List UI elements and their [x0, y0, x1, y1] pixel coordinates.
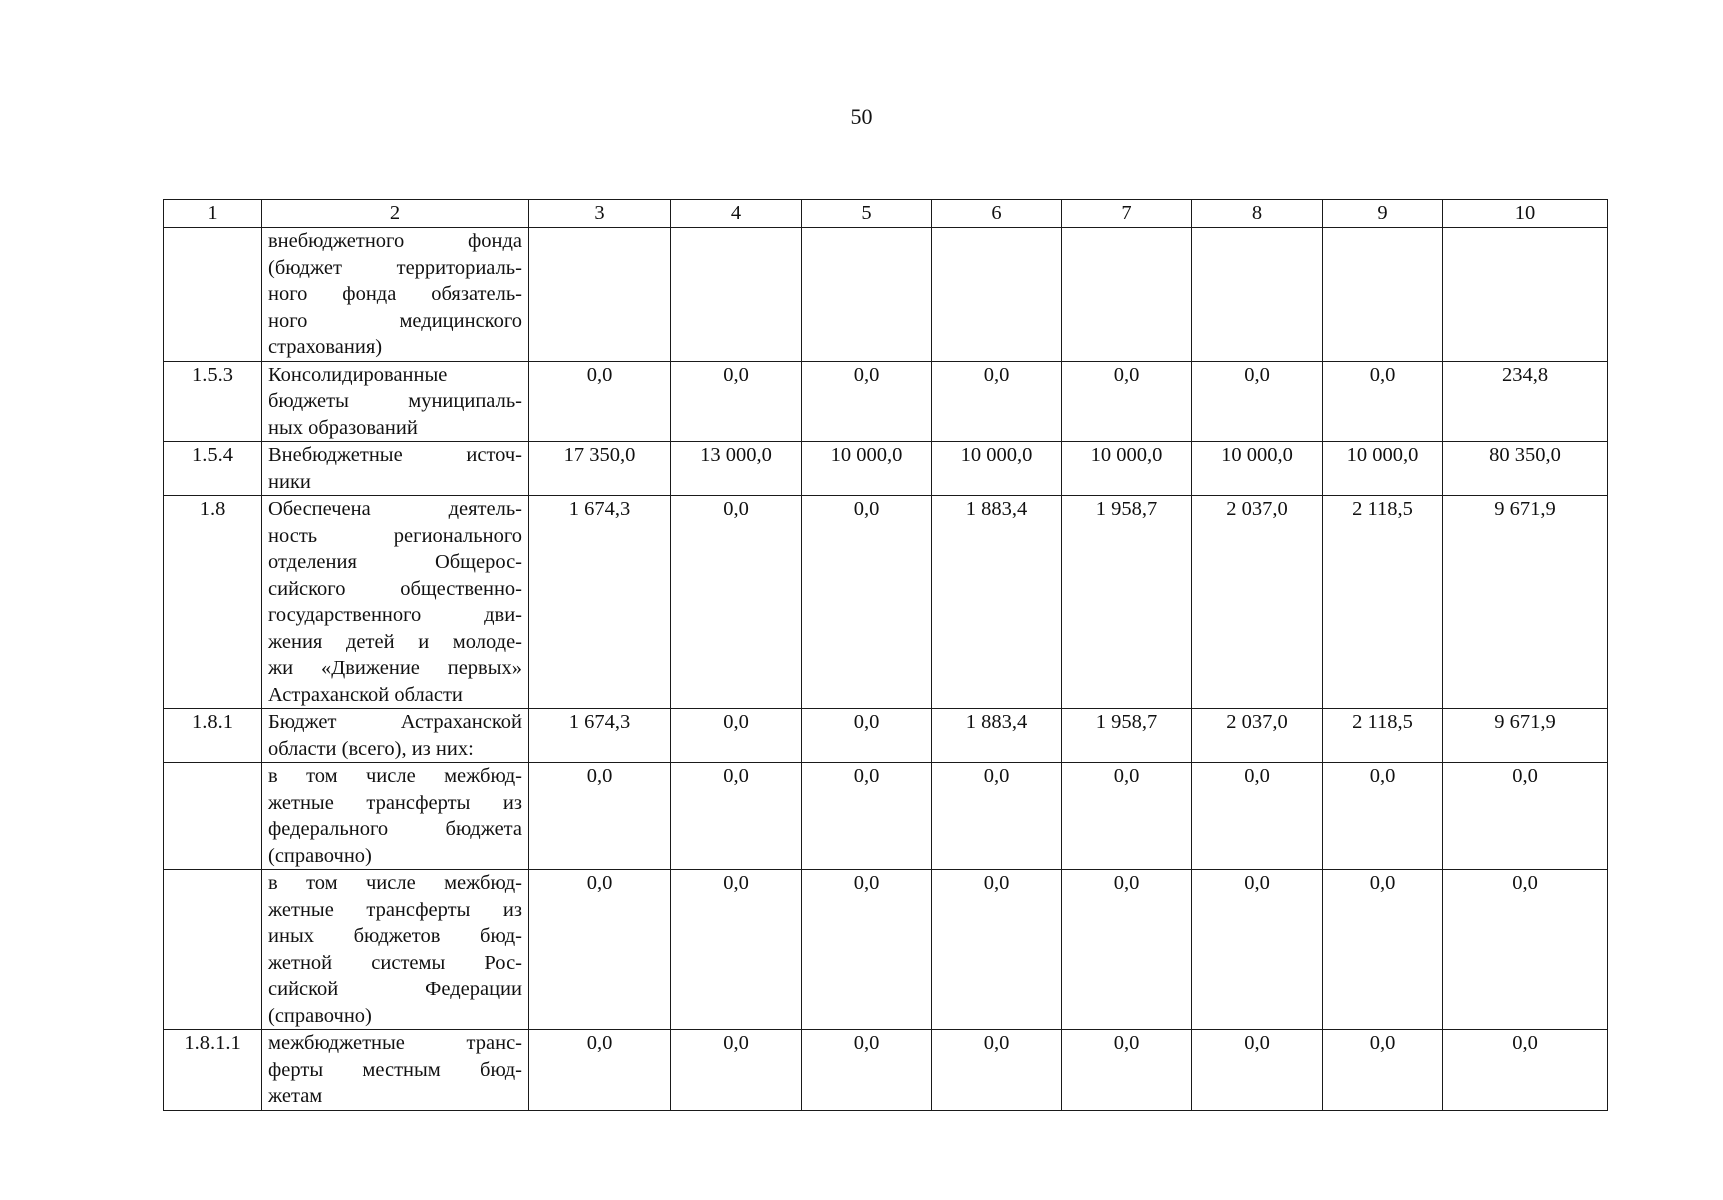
value-cell-col-6: 0,0 [932, 870, 1062, 1030]
value-cell-col-5 [802, 228, 932, 362]
description-line: ферты местным бюд- [268, 1058, 522, 1081]
column-header-10: 10 [1443, 200, 1608, 228]
description-line: Внебюджетные источ- [268, 444, 522, 466]
value-cell-col-5: 0,0 [802, 361, 932, 442]
value-cell-col-3: 0,0 [529, 361, 671, 442]
value-cell-col-8: 0,0 [1192, 870, 1323, 1030]
value-cell-col-7: 10 000,0 [1062, 442, 1192, 496]
value-cell-col-6: 10 000,0 [932, 442, 1062, 496]
value-cell-col-10: 234,8 [1443, 361, 1608, 442]
description-line: федерального бюджета [268, 818, 522, 840]
value-cell-col-5: 0,0 [802, 870, 932, 1030]
table-row [164, 763, 1608, 870]
value-cell-col-6: 0,0 [932, 1030, 1062, 1111]
value-cell-col-10: 9 671,9 [1443, 709, 1608, 763]
value-cell-col-8: 2 037,0 [1192, 496, 1323, 709]
value-cell-col-8: 0,0 [1192, 361, 1323, 442]
value-cell-col-9: 0,0 [1323, 763, 1443, 870]
column-header-1: 1 [164, 200, 262, 228]
row-description [262, 228, 529, 362]
description-line: иных бюджетов бюд- [268, 925, 522, 947]
row-description [262, 763, 529, 870]
description-line: жетные трансферты из [268, 791, 522, 814]
value-cell-col-8 [1192, 228, 1323, 362]
description-line: (бюджет территориаль- [268, 256, 522, 279]
value-cell-col-3: 0,0 [529, 870, 671, 1030]
row-description [262, 496, 529, 709]
value-cell-col-8: 2 037,0 [1192, 709, 1323, 763]
value-cell-col-9: 0,0 [1323, 870, 1443, 1030]
page-number: 50 [850, 104, 873, 129]
column-header-5: 5 [802, 200, 932, 228]
budget-table [163, 199, 1608, 1111]
description-line: (справочно) [268, 844, 372, 867]
column-header-6: 6 [932, 200, 1062, 228]
value-cell-col-3: 0,0 [529, 763, 671, 870]
value-cell-col-10: 9 671,9 [1443, 496, 1608, 709]
value-cell-col-7: 0,0 [1062, 870, 1192, 1030]
value-cell-col-9: 10 000,0 [1323, 442, 1443, 496]
value-cell-col-7: 0,0 [1062, 763, 1192, 870]
description-line: ного медицинского [268, 309, 522, 332]
column-header-7: 7 [1062, 200, 1192, 228]
value-cell-col-5: 0,0 [802, 1030, 932, 1111]
value-cell-col-6: 1 883,4 [932, 709, 1062, 763]
row-code: 1.8 [164, 496, 262, 709]
description-line: жетам [268, 1085, 323, 1107]
value-cell-col-4 [671, 228, 802, 362]
row-code: 1.5.3 [164, 361, 262, 442]
description-line: области (всего), из них: [268, 737, 474, 760]
description-line: в том числе межбюд- [268, 765, 522, 787]
row-description [262, 1030, 529, 1111]
value-cell-col-10: 80 350,0 [1443, 442, 1608, 496]
value-cell-col-9: 2 118,5 [1323, 709, 1443, 763]
table-row [164, 1030, 1608, 1111]
description-line: межбюджетные транс- [268, 1032, 522, 1054]
value-cell-col-4: 0,0 [671, 709, 802, 763]
value-cell-col-7: 1 958,7 [1062, 496, 1192, 709]
column-header-9: 9 [1323, 200, 1443, 228]
description-line: сийской Федерации [268, 978, 522, 1000]
description-line: отделения Общерос- [268, 551, 522, 573]
value-cell-col-6: 0,0 [932, 763, 1062, 870]
description-line: ного фонда обязатель- [268, 283, 522, 305]
description-line: жения детей и молоде- [268, 630, 522, 653]
table-row [164, 228, 1608, 362]
value-cell-col-3: 1 674,3 [529, 496, 671, 709]
value-cell-col-4: 0,0 [671, 496, 802, 709]
table-row [164, 496, 1608, 709]
column-header-2: 2 [262, 200, 529, 228]
row-description [262, 870, 529, 1030]
description-line: жетной системы Рос- [268, 951, 522, 974]
row-description [262, 442, 529, 496]
description-line: государственного дви- [268, 604, 522, 626]
value-cell-col-10 [1443, 228, 1608, 362]
description-line: в том числе межбюд- [268, 872, 522, 894]
value-cell-col-3: 1 674,3 [529, 709, 671, 763]
description-line: ность регионального [268, 524, 522, 547]
row-code: 1.5.4 [164, 442, 262, 496]
row-code [164, 870, 262, 1030]
value-cell-col-3: 0,0 [529, 1030, 671, 1111]
description-line: бюджеты муниципаль- [268, 390, 522, 412]
value-cell-col-5: 10 000,0 [802, 442, 932, 496]
table-header [164, 200, 1608, 228]
description-line: сийского общественно- [268, 577, 522, 600]
value-cell-col-8: 10 000,0 [1192, 442, 1323, 496]
value-cell-col-4: 0,0 [671, 763, 802, 870]
value-cell-col-4: 0,0 [671, 361, 802, 442]
value-cell-col-10: 0,0 [1443, 763, 1608, 870]
column-header-3: 3 [529, 200, 671, 228]
value-cell-col-9: 2 118,5 [1323, 496, 1443, 709]
description-line: Бюджет Астраханской [268, 711, 522, 733]
value-cell-col-3: 17 350,0 [529, 442, 671, 496]
row-code [164, 763, 262, 870]
value-cell-col-9: 0,0 [1323, 361, 1443, 442]
row-code: 1.8.1 [164, 709, 262, 763]
value-cell-col-4: 13 000,0 [671, 442, 802, 496]
table-row [164, 709, 1608, 763]
description-line: ных образований [268, 416, 418, 439]
description-line: жи «Движение первых» [268, 657, 522, 679]
header-row [164, 200, 1608, 228]
value-cell-col-9 [1323, 228, 1443, 362]
value-cell-col-4: 0,0 [671, 870, 802, 1030]
row-code: 1.8.1.1 [164, 1030, 262, 1111]
column-header-8: 8 [1192, 200, 1323, 228]
value-cell-col-10: 0,0 [1443, 1030, 1608, 1111]
value-cell-col-6: 1 883,4 [932, 496, 1062, 709]
description-line: Обеспечена деятель- [268, 498, 522, 520]
description-line: жетные трансферты из [268, 898, 522, 921]
row-description [262, 361, 529, 442]
value-cell-col-3 [529, 228, 671, 362]
value-cell-col-7: 0,0 [1062, 1030, 1192, 1111]
table-body [164, 228, 1608, 1111]
row-code [164, 228, 262, 362]
value-cell-col-7 [1062, 228, 1192, 362]
description-line: ники [268, 470, 311, 493]
table-row [164, 442, 1608, 496]
value-cell-col-8: 0,0 [1192, 1030, 1323, 1111]
value-cell-col-6: 0,0 [932, 361, 1062, 442]
table-row [164, 870, 1608, 1030]
description-line: (справочно) [268, 1004, 372, 1027]
description-line: Астраханской области [268, 683, 463, 706]
value-cell-col-9: 0,0 [1323, 1030, 1443, 1111]
value-cell-col-7: 0,0 [1062, 361, 1192, 442]
value-cell-col-4: 0,0 [671, 1030, 802, 1111]
value-cell-col-7: 1 958,7 [1062, 709, 1192, 763]
description-line: внебюджетного фонда [268, 230, 522, 252]
table-row [164, 361, 1608, 442]
value-cell-col-5: 0,0 [802, 763, 932, 870]
value-cell-col-8: 0,0 [1192, 763, 1323, 870]
column-header-4: 4 [671, 200, 802, 228]
value-cell-col-6 [932, 228, 1062, 362]
row-description [262, 709, 529, 763]
value-cell-col-5: 0,0 [802, 496, 932, 709]
description-line: Консолидированные [268, 363, 448, 386]
value-cell-col-10: 0,0 [1443, 870, 1608, 1030]
value-cell-col-5: 0,0 [802, 709, 932, 763]
description-line: страхования) [268, 336, 383, 358]
